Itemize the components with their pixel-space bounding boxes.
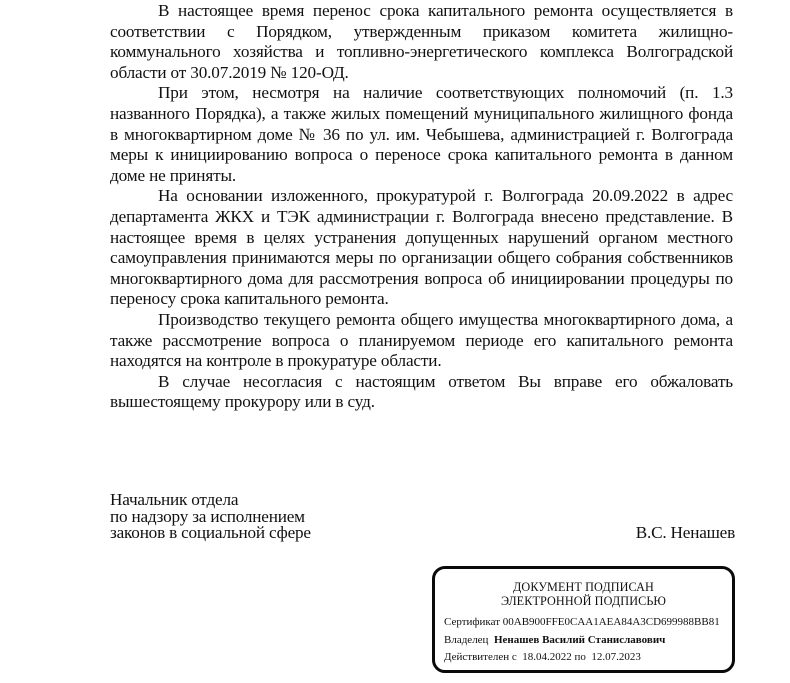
signer-position-line-1: Начальник отдела bbox=[110, 490, 239, 509]
valid-to-date: 12.07.2023 bbox=[591, 651, 641, 663]
paragraph-5: В случае несогласия с настоящим ответом Вы вправе его обжаловать вышестоящему прокурору или в суд. bbox=[110, 371, 733, 412]
valid-from-label: с bbox=[511, 651, 517, 663]
stamp-owner-row bbox=[444, 634, 665, 647]
valid-from-date: 18.04.2022 bbox=[522, 651, 572, 663]
owner-label: Владелец bbox=[444, 634, 489, 646]
certificate-value: 00AB900FFE0CAA1AEA84A3CD699988BB81 bbox=[502, 616, 720, 628]
signer-position-line-2: по надзору за исполнением bbox=[110, 506, 305, 526]
paragraph-3: На основании изложенного, прокуратурой г. Волгограда 20.09.2022 в адрес департамента ЖКХ и ТЭК администрации г. Волгограда внесено представление. В настоящее время в целях устранения допущенных нарушений органом местного самоуправления принимаются меры по организации общего собрания собственников многоквартирного дома для рассмотрения вопроса об инициировании процедуры по переносу срока капитального ремонта. bbox=[110, 186, 733, 309]
valid-to-label: по bbox=[574, 651, 586, 663]
signature-block bbox=[110, 492, 735, 542]
paragraph-1: В настоящее время перенос срока капитального ремонта осуществляется в соответствии с Порядком, утвержденным приказом комитета жилищно-коммунального хозяйства и топливно-энергетического комплекса Волгоградской области от 30.07.2019 № 120-ОД. bbox=[110, 1, 733, 82]
electronic-signature-stamp bbox=[432, 566, 735, 673]
letter-body bbox=[110, 1, 733, 413]
stamp-validity-row bbox=[444, 651, 641, 664]
paragraph-2: При этом, несмотря на наличие соответствующих полномочий (п. 1.3 названного Порядка), а также жилых помещений муниципального жилищного фонда в многоквартирном доме № 36 по ул. им. Чебышева, администрацией г. Волгограда меры к инициированию вопроса о переносе срока капитального ремонта в данном доме не приняты. bbox=[110, 83, 733, 185]
stamp-certificate-row bbox=[444, 616, 720, 629]
stamp-title-line-2: ЭЛЕКТРОННОЙ ПОДПИСЬЮ bbox=[500, 594, 667, 608]
signer-position-line-3: законов в социальной сфере bbox=[110, 523, 311, 542]
stamp-title-line-1: ДОКУМЕНТ ПОДПИСАН bbox=[513, 580, 654, 594]
stamp-title bbox=[435, 580, 732, 608]
certificate-label: Сертификат bbox=[444, 616, 500, 628]
valid-label: Действителен bbox=[444, 651, 510, 663]
owner-value: Ненашев Василий Станиславович bbox=[493, 634, 666, 646]
signer-name: В.С. Ненашев bbox=[635, 523, 735, 542]
paragraph-4: Производство текущего ремонта общего имущества многоквартирного дома, а также рассмотрение вопроса о планируемом периоде его капитального ремонта находятся на контроле в прокуратуре области. bbox=[110, 309, 733, 371]
